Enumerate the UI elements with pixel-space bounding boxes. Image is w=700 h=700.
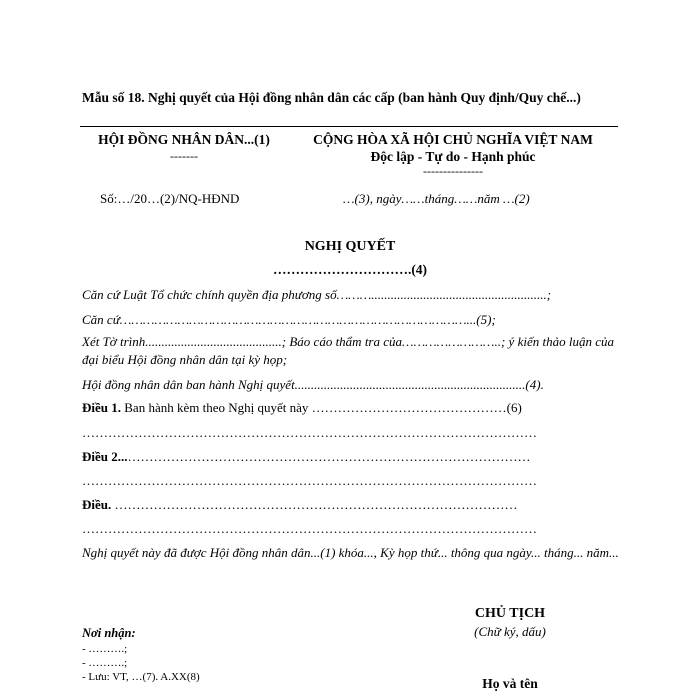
- recipients-label: Nơi nhận:: [82, 626, 136, 640]
- article-3-continued: ……………………………………………………………………………………………: [82, 521, 537, 536]
- preamble-line-1: Căn cứ Luật Tổ chức chính quyền địa phương số………......................................................;: [82, 287, 552, 302]
- article-2: [82, 449, 531, 465]
- preamble-line-4: Hội đồng nhân dân ban hành Nghị quyết.......................................................................(4).: [82, 377, 544, 392]
- preamble-line-2: Căn cứ………………………………………………………………………………...(5);: [82, 312, 496, 327]
- council-dash: -------: [170, 149, 198, 163]
- closing-statement: Nghị quyết này đã được Hội đồng nhân dân...(1) khóa..., Kỳ họp thứ... thông qua ngày... tháng... năm...: [82, 545, 619, 560]
- document-title: NGHỊ QUYẾT: [304, 239, 396, 254]
- article-1-label: Điều 1.: [82, 400, 121, 415]
- article-1: [82, 400, 522, 416]
- form-title: Mẫu số 18. Nghị quyết của Hội đồng nhân dân các cấp (ban hành Quy định/Quy chế...): [82, 90, 581, 105]
- document-subtitle: ………………………….(4): [272, 262, 428, 277]
- council-name: HỘI ĐỒNG NHÂN DÂN...(1): [98, 132, 270, 147]
- recipient-item: - ……….;: [82, 643, 128, 655]
- article-2-continued: ……………………………………………………………………………………………: [82, 473, 537, 488]
- article-3-text: …………………………………………………………………………………: [111, 497, 518, 512]
- document-number: Số:…/20…(2)/NQ-HĐND: [100, 191, 240, 206]
- article-1-continued: ……………………………………………………………………………………………: [82, 425, 537, 440]
- motto-dash: ---------------: [423, 164, 483, 178]
- signature-title: CHỦ TỊCH: [474, 606, 546, 621]
- article-3-label: Điều.: [82, 497, 112, 512]
- document-date: …(3), ngày……tháng……năm …(2): [343, 191, 530, 206]
- preamble-line-3: Xét Tờ trình..........................................; Báo cáo thẩm tra của……………………..; ý kiến thảo luận của đại biểu Hội đồng nhân dân tại kỳ họp;: [82, 334, 614, 367]
- article-2-text: …………………………………………………………………………………: [127, 449, 531, 464]
- header-rule: [80, 126, 618, 127]
- article-3: [82, 497, 518, 513]
- recipient-item: - ……….;: [82, 657, 128, 669]
- national-title: CỘNG HÒA XÃ HỘI CHỦ NGHĨA VIỆT NAM: [313, 132, 593, 147]
- national-motto: Độc lập - Tự do - Hạnh phúc: [370, 149, 536, 164]
- article-2-label: Điều 2...: [82, 449, 128, 464]
- signature-note: (Chữ ký, dấu): [474, 624, 546, 639]
- article-1-text: Ban hành kèm theo Nghị quyết này ………………………………………(6): [121, 400, 522, 415]
- signature-name: Họ và tên: [482, 676, 538, 691]
- recipient-item: - Lưu: VT, …(7). A.XX(8): [82, 671, 200, 683]
